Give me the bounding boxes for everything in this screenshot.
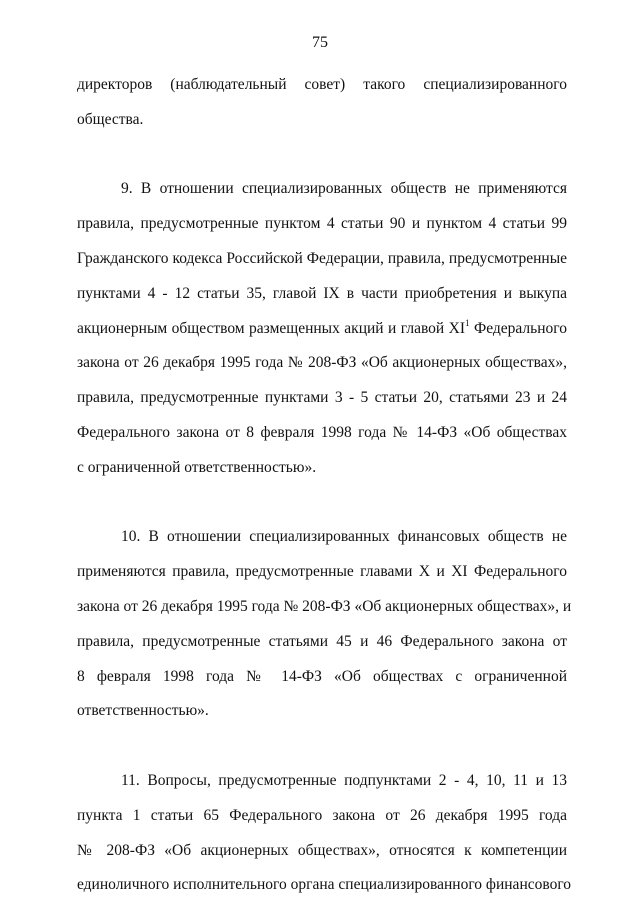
paragraph-10 [77,520,572,729]
document-body [77,68,572,903]
text-line: с ограниченной ответственностью». [77,458,317,476]
text-line: 11. Вопросы, предусмотренные подпунктами 2 - 4, 10, 11 и 13 [121,771,567,789]
text-line: закона от 26 декабря 1995 года № 208-ФЗ «Об акционерных обществах», и [77,597,572,615]
text-line: пунктами 4 - 12 статьи 35, главой IX в части приобретения и выкупа [77,284,567,302]
text-line: ответственностью». [77,702,209,720]
text-line: единоличного исполнительного органа специализированного финансового [77,876,572,894]
text-line: Гражданского кодекса Российской Федерации, правила, предусмотренные [77,249,567,267]
text-line: применяются правила, предусмотренные главами X и XI Федерального [77,563,567,581]
text-line: 10. В отношении специализированных финансовых обществ не [121,528,567,546]
text-line: директоров (наблюдательный совет) такого специализированного [77,76,567,93]
page-number: 75 [312,34,328,51]
text-line: пункта 1 статьи 65 Федерального закона от 26 декабря 1995 года [77,806,567,824]
text-line: правила, предусмотренные пунктами 3 - 5 статьи 20, статьями 23 и 24 [77,389,567,407]
text-line: правила, предусмотренные пунктом 4 статьи 90 и пунктом 4 статьи 99 [77,215,567,233]
text-line: общества. [77,110,144,128]
text-line: Федерального закона от 8 февраля 1998 года № 14-ФЗ «Об обществах [77,423,567,441]
text-line [77,312,567,347]
superscript: 1 [465,317,470,328]
text-segment: Федерального [469,319,567,337]
paragraph-11 [77,764,572,903]
text-line: 9. В отношении специализированных обществ не применяются [121,180,567,198]
text-line: правила, предусмотренные статьями 45 и 46 Федерального закона от [77,632,567,650]
paragraph-9 [77,172,567,485]
text-line: закона от 26 декабря 1995 года № 208-ФЗ «Об акционерных обществах», [77,354,567,372]
text-line: 8 февраля 1998 года № 14-ФЗ «Об обществах с ограниченной [77,667,567,685]
text-segment: акционерным обществом размещенных акций и главой XI [77,319,466,337]
text-line: № 208-ФЗ «Об акционерных обществах», относятся к компетенции [77,841,567,859]
